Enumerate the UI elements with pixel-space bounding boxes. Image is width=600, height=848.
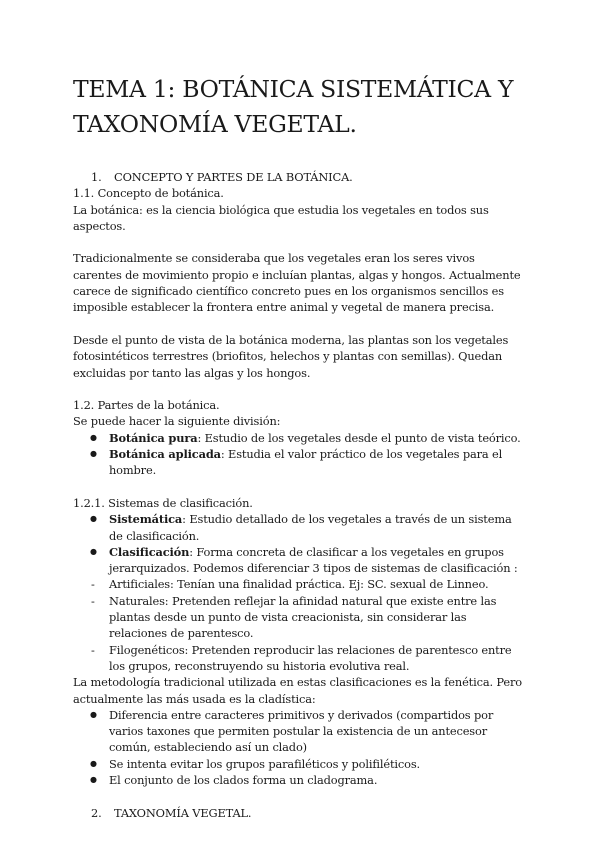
list-item-text: : Estudio detallado de los vegetales a través de un sistema de clasificación. [109, 512, 512, 543]
document-title: TEMA 1: BOTÁNICA SISTEMÁTICA Y TAXONOMÍA VEGETAL. [73, 75, 514, 138]
list-item: - Naturales: Pretenden reflejar la afinidad natural que existe entre las plantas desde un punto de vista creacionista, sin considerar las relaciones de parentesco. [73, 593, 525, 642]
list-item [73, 446, 525, 479]
section-2-number: 2. [91, 805, 102, 820]
division-intro: Se puede hacer la siguiente división: [73, 414, 281, 429]
section-2-heading [73, 805, 525, 821]
section-1-label: CONCEPTO Y PARTES DE LA BOTÁNICA. [114, 170, 353, 184]
list-item [73, 430, 525, 446]
list-item [73, 511, 525, 544]
list-item: - Filogenéticos: Pretenden reproducir las relaciones de parentesco entre los grupos, reconstruyendo su historia evolutiva real. [73, 642, 525, 675]
classification-types-list [73, 576, 525, 674]
classification-list [73, 511, 525, 576]
section-1-heading [73, 169, 525, 185]
list-item: - Artificiales: Tenían una finalidad práctica. Ej: SC. sexual de Linneo. [73, 576, 525, 592]
paragraph-traditional: Tradicionalmente se consideraba que los vegetales eran los seres vivos carentes de movimiento propio e incluían plantas, algas y hongos. Actualmente carece de significado científico concreto pues en los organismos sencillos es imposible establecer la frontera entre animal y vegetal de manera precisa. [73, 251, 521, 315]
list-item: ● Se intenta evitar los grupos parafiléticos y polifiléticos. [73, 756, 525, 772]
botany-parts-list [73, 430, 525, 479]
section-1-2-1-heading: 1.2.1. Sistemas de clasificación. [73, 495, 253, 510]
section-1-number: 1. [91, 170, 102, 184]
list-item: ● Diferencia entre caracteres primitivos y derivados (compartidos por varios taxones que permiten postular la existencia de un antecesor común, estableciendo así un clado) [73, 707, 525, 756]
list-item: ● El conjunto de los clados forma un cladograma. [73, 772, 525, 788]
list-item-text: : Forma concreta de clasificar a los vegetales en grupos jerarquizados. Podemos diferenciar 3 tipos de sistemas de clasificación : [109, 544, 518, 576]
list-item-term: Clasificación [109, 544, 190, 559]
list-item-term: Sistemática [109, 512, 183, 527]
document-body [73, 169, 525, 821]
botany-definition: La botánica: es la ciencia biológica que estudia los vegetales en todos sus aspectos. [73, 202, 489, 233]
paragraph-modern: Desde el punto de vista de la botánica moderna, las plantas son los vegetales fotosintéticos terrestres (briofitos, helechos y plantas con semillas). Quedan excluidas por tanto las algas y los hongos. [73, 332, 509, 380]
list-item-text: : Estudio de los vegetales desde el punto de vista teórico. [197, 430, 521, 445]
list-item [73, 544, 525, 577]
section-1-1-heading: 1.1. Concepto de botánica. [73, 186, 224, 201]
list-item-text: : Estudia el valor práctico de los vegetales para el hombre. [109, 447, 503, 478]
section-2-label: TAXONOMÍA VEGETAL. [114, 805, 252, 820]
section-1-2-heading: 1.2. Partes de la botánica. [73, 398, 220, 413]
list-item-term: Botánica pura [109, 430, 198, 445]
list-item-term: Botánica aplicada [109, 447, 221, 462]
methodology-paragraph: La metodología tradicional utilizada en estas clasificaciones es la fenética. Pero actualmente las más usada es la cladística: [73, 675, 523, 706]
cladistic-list [73, 707, 525, 788]
